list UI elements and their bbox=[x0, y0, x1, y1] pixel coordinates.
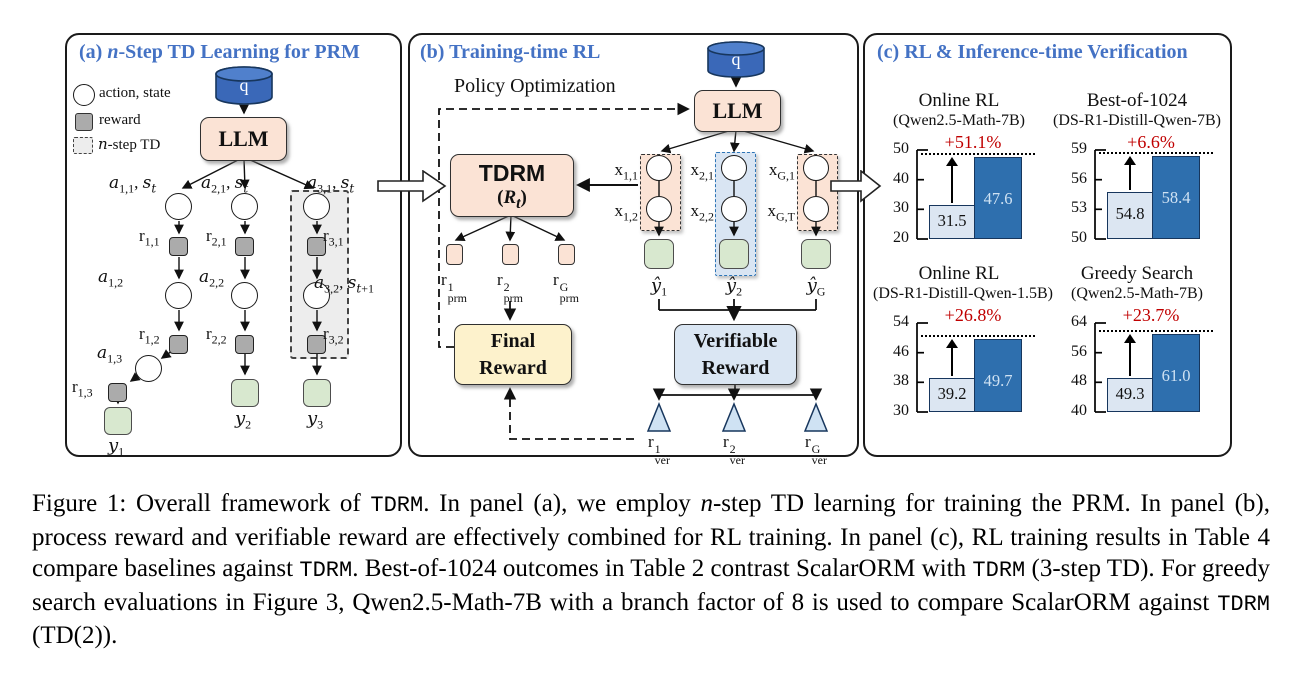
y-tick: 56 bbox=[1071, 343, 1087, 360]
bar-light-value: 39.2 bbox=[937, 383, 967, 403]
final-reward-box: Final Reward bbox=[454, 324, 572, 385]
label-r11: $r_{1,1}$ bbox=[139, 226, 160, 249]
node-circle-a13 bbox=[135, 355, 162, 382]
token-circle-x22 bbox=[721, 196, 747, 222]
query-label: q bbox=[239, 75, 249, 95]
bar-dark-value: 49.7 bbox=[983, 370, 1013, 390]
panel-b-title: (b) Training-time RL bbox=[420, 41, 601, 63]
llm-box: LLM bbox=[694, 90, 781, 132]
legend-action-state-icon bbox=[73, 84, 95, 106]
verifier-triangle-G bbox=[805, 404, 827, 431]
node-circle-a11 bbox=[165, 193, 192, 220]
chart-greedy-search bbox=[1051, 263, 1223, 433]
up-arrow-shaft bbox=[1129, 339, 1131, 375]
bar-light-value: 54.8 bbox=[1115, 204, 1145, 224]
bar-dark-value: 58.4 bbox=[1161, 187, 1191, 207]
label-a31: $a_{3,1}$, $s_t$ bbox=[307, 173, 355, 196]
label-x12: $x_{1,2}$ bbox=[614, 201, 638, 224]
node-circle-a12 bbox=[165, 282, 192, 309]
chart-delta: +51.1% bbox=[944, 132, 1002, 152]
chart-delta: +26.8% bbox=[944, 305, 1002, 325]
answer-square-yG bbox=[801, 239, 831, 269]
y-tick: 50 bbox=[1071, 229, 1087, 246]
node-reward-r13 bbox=[108, 383, 127, 402]
bar-light-value: 49.3 bbox=[1115, 383, 1145, 403]
chart-delta: +6.6% bbox=[1127, 132, 1175, 152]
label-yhatG: $ŷ_G$ bbox=[806, 275, 826, 299]
label-r31: $r_{3,1}$ bbox=[323, 226, 344, 249]
y-tick: 30 bbox=[893, 199, 909, 216]
label-rverG: r G ver bbox=[805, 432, 827, 468]
legend-nstep-td-label: n-step TD bbox=[98, 135, 161, 153]
figure-caption: Figure 1: Overall framework of TDRM. In panel (a), we employ n-step TD learning for training the PRM. In panel (b), process reward and verifiable reward are effectively combined for RL training. In panel (c), RL training results in Table 4 compare baselines against TDRM. Best-of-1024 outcomes in Table 2 contrast ScalarORM with TDRM (3-step TD). For greedy search evaluations in Figure 3, Qwen2.5-Math-7B with a branch factor of 8 is used to compare ScalarORM against TDRM (TD(2)). bbox=[32, 490, 1270, 649]
token-circle-x21 bbox=[721, 155, 747, 181]
panel-a-to-b-arrow bbox=[375, 170, 449, 203]
up-arrow-shaft bbox=[1129, 161, 1131, 190]
y-tick: 50 bbox=[893, 140, 909, 157]
chart-title: Best-of-1024 bbox=[1086, 90, 1188, 111]
label-a21: $a_{2,1}$, $s_t$ bbox=[201, 173, 249, 196]
node-answer-y3 bbox=[303, 379, 331, 407]
label-y2: $y_2$ bbox=[235, 408, 252, 432]
label-rprmG: r G prm bbox=[552, 270, 579, 306]
chart-online-rl-distill-1-5b bbox=[873, 263, 1053, 433]
node-circle-a22 bbox=[231, 282, 258, 309]
panel-c bbox=[863, 33, 1232, 457]
answer-square-y1 bbox=[644, 239, 674, 269]
label-a13: $a_{1,3}$ bbox=[97, 343, 123, 366]
y-tick: 64 bbox=[1071, 313, 1087, 330]
label-x11: $x_{1,1}$ bbox=[614, 160, 638, 183]
y-tick: 53 bbox=[1071, 199, 1087, 216]
verifier-triangles bbox=[648, 404, 827, 431]
node-circle-a21 bbox=[231, 193, 258, 220]
label-rprm1: r 1 prm bbox=[440, 270, 467, 306]
up-arrow bbox=[946, 157, 958, 203]
label-rprm2: r 2 prm bbox=[496, 270, 523, 306]
label-a22: $a_{2,2}$ bbox=[199, 267, 225, 290]
panel-c-title: (c) RL & Inference-time Verification bbox=[877, 41, 1188, 63]
label-x22: $x_{2,2}$ bbox=[690, 201, 714, 224]
label-a32: $a_{3,2}$, $s_{t+1}$ bbox=[314, 273, 374, 296]
up-arrow bbox=[946, 339, 958, 376]
label-r12: $r_{1,2}$ bbox=[139, 324, 160, 347]
label-rver1: r 1 ver bbox=[648, 432, 670, 468]
up-arrow bbox=[1124, 156, 1136, 190]
node-circle-a31 bbox=[303, 193, 330, 220]
label-r22: $r_{2,2}$ bbox=[206, 324, 227, 347]
y-tick: 59 bbox=[1071, 140, 1087, 157]
y-tick: 56 bbox=[1071, 170, 1087, 187]
bar-dark-value: 61.0 bbox=[1161, 366, 1191, 386]
chart-online-rl-qwen7b bbox=[873, 90, 1045, 260]
label-xG1: $x_{G,1}$ bbox=[768, 160, 795, 183]
label-rver2: r 2 ver bbox=[723, 432, 745, 468]
label-r21: $r_{2,1}$ bbox=[206, 226, 227, 249]
llm-box: LLM bbox=[200, 117, 287, 161]
y-tick: 20 bbox=[893, 229, 909, 246]
up-arrow-shaft bbox=[951, 344, 953, 376]
dotted-line bbox=[921, 153, 1035, 155]
legend-reward-label: reward bbox=[99, 112, 141, 128]
prm-reward-square-G bbox=[558, 244, 575, 265]
legend-reward-icon bbox=[75, 113, 93, 131]
legend-action-state-label: action, state bbox=[99, 85, 171, 101]
panel-a bbox=[65, 33, 402, 457]
verifier-triangle-1 bbox=[648, 404, 670, 431]
dotted-line bbox=[1099, 330, 1213, 332]
y-tick: 48 bbox=[1071, 372, 1087, 389]
chart-best-of-1024 bbox=[1051, 90, 1223, 260]
y-tick: 40 bbox=[1071, 402, 1087, 419]
policy-optimization-label: Policy Optimization bbox=[454, 75, 616, 97]
node-answer-y2 bbox=[231, 379, 259, 407]
panel-b-to-c-arrow bbox=[829, 170, 883, 203]
chart-model: (Qwen2.5-Math-7B) bbox=[1071, 285, 1203, 302]
query-label: q bbox=[731, 49, 741, 69]
verifiable-reward-box: Verifiable Reward bbox=[674, 324, 797, 385]
label-y1: $y_1$ bbox=[108, 435, 125, 459]
panel-a-title: (a) n-Step TD Learning for PRM bbox=[79, 41, 360, 63]
label-a11: $a_{1,1}$, $s_t$ bbox=[109, 173, 157, 196]
node-reward-r11 bbox=[169, 237, 188, 256]
prm-reward-square-2 bbox=[502, 244, 519, 265]
node-answer-y1 bbox=[104, 407, 132, 435]
chart-title: Online RL bbox=[918, 90, 1000, 111]
y-tick: 40 bbox=[893, 170, 909, 187]
token-circle-xGT bbox=[803, 196, 829, 222]
y-tick: 30 bbox=[893, 402, 909, 419]
chart-delta: +23.7% bbox=[1122, 305, 1180, 325]
verifier-triangle-2 bbox=[723, 404, 745, 431]
bar-dark-value: 47.6 bbox=[983, 189, 1013, 209]
y-tick: 54 bbox=[893, 313, 909, 330]
answer-square-y2 bbox=[719, 239, 749, 269]
tdrm-box bbox=[450, 154, 574, 217]
node-reward-r12 bbox=[169, 335, 188, 354]
bar-light-value: 31.5 bbox=[937, 210, 967, 230]
y-tick: 46 bbox=[893, 343, 909, 360]
panel-b bbox=[408, 33, 859, 468]
prm-reward-square-1 bbox=[446, 244, 463, 265]
node-reward-r22 bbox=[235, 335, 254, 354]
tdrm-box-line2: $(R_t)$ bbox=[497, 187, 527, 212]
y-tick: 38 bbox=[893, 372, 909, 389]
token-circle-x11 bbox=[646, 155, 672, 181]
label-x21: $x_{2,1}$ bbox=[690, 160, 714, 183]
label-a12: $a_{1,2}$ bbox=[98, 267, 124, 290]
token-circle-xG1 bbox=[803, 155, 829, 181]
chart-model: (DS-R1-Distill-Qwen-7B) bbox=[1053, 112, 1221, 129]
legend-nstep-td-icon bbox=[73, 137, 93, 154]
chart-title: Greedy Search bbox=[1080, 263, 1194, 284]
dotted-line bbox=[921, 335, 1035, 337]
label-r13: $r_{1,3}$ bbox=[72, 377, 93, 400]
tdrm-box-line1: TDRM bbox=[478, 160, 546, 186]
panel-b-connectors bbox=[410, 35, 857, 453]
up-arrow-shaft bbox=[951, 162, 953, 203]
node-reward-r21 bbox=[235, 237, 254, 256]
label-r32: $r_{3,2}$ bbox=[323, 324, 344, 347]
label-yhat1: $ŷ_1$ bbox=[650, 275, 668, 299]
label-xGT: $x_{G,T}$ bbox=[767, 201, 795, 224]
chart-title: Online RL bbox=[918, 263, 1000, 284]
chart-model: (Qwen2.5-Math-7B) bbox=[893, 112, 1025, 129]
chart-model: (DS-R1-Distill-Qwen-1.5B) bbox=[873, 285, 1053, 302]
up-arrow bbox=[1124, 334, 1136, 375]
token-circle-x12 bbox=[646, 196, 672, 222]
label-yhat2: $ŷ_2$ bbox=[725, 275, 743, 299]
label-y3: $y_3$ bbox=[307, 408, 324, 432]
